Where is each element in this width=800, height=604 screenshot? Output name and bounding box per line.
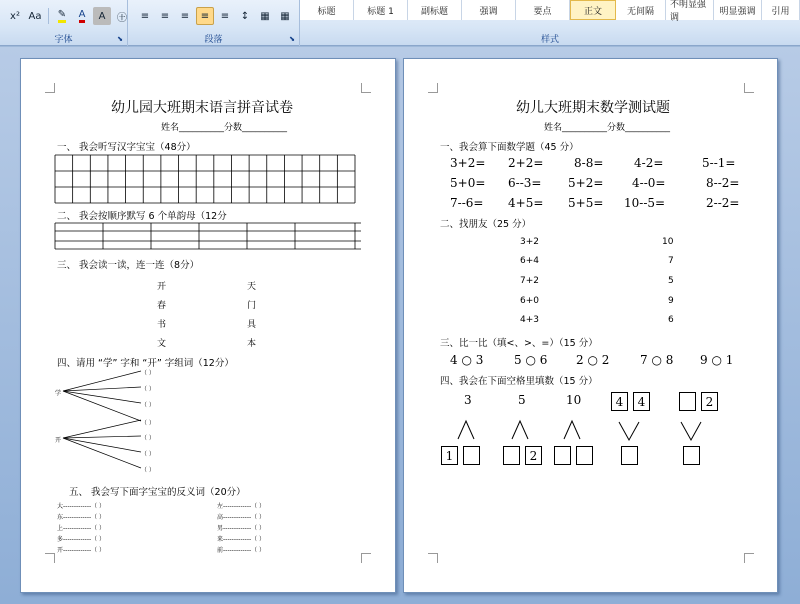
math-problem: 4--0=	[632, 176, 666, 190]
answer-box[interactable]: 2	[525, 446, 542, 465]
line-spacing-button[interactable]: ↕	[240, 10, 250, 22]
section-3-heading: 三、比一比（填<、>、=）（15 分）	[440, 338, 598, 349]
math-problem: 4-2=	[634, 156, 664, 170]
section-5-heading: 五、 我会写下面字宝宝的反义词（20分）	[69, 487, 246, 498]
compare-item: 9 ○ 1	[700, 353, 734, 367]
answer-box[interactable]	[463, 446, 480, 465]
superscript-button[interactable]: x²	[10, 10, 20, 22]
compare-item: 5 ○ 6	[514, 353, 548, 367]
shading-button[interactable]: ▦	[260, 10, 270, 22]
math-problem: 3+2=	[450, 156, 486, 170]
word-blank: （ ）	[141, 451, 155, 458]
borders-button[interactable]: ▦	[280, 10, 290, 22]
math-problem: 8--2=	[706, 176, 740, 190]
font-toolbar	[6, 6, 131, 26]
answer-box[interactable]	[621, 446, 638, 465]
friend-right: 10	[662, 237, 674, 247]
name-score-line: 姓名__________分数__________	[161, 123, 288, 133]
antonym-item: 多-------------（ ）	[57, 536, 106, 543]
style-intense-emphasis[interactable]: 明显强调	[714, 0, 762, 20]
decompose-lines	[404, 59, 779, 594]
decompose-top: 10	[566, 393, 582, 407]
math-problem: 7--6=	[450, 196, 484, 210]
friend-left: 7+2	[520, 276, 539, 286]
compare-item: 2 ○ 2	[576, 353, 610, 367]
page-title: 幼儿大班期末数学测试题	[516, 100, 670, 116]
word-blank: （ ）	[141, 402, 155, 409]
style-normal[interactable]: 正文	[570, 0, 616, 20]
font-group	[0, 0, 128, 46]
highlight-color-button[interactable]	[53, 7, 71, 25]
math-problem: 4+5=	[508, 196, 544, 210]
justify-button[interactable]: ≡	[196, 7, 214, 25]
friend-right: 6	[668, 315, 674, 325]
friend-left: 6+4	[520, 256, 539, 266]
styles-gallery	[300, 0, 800, 46]
match-right-item: 门	[247, 301, 257, 311]
section-1-heading: 一、 我会听写汉字宝宝（48分）	[57, 142, 196, 153]
match-left-item: 文	[157, 339, 167, 349]
font-group-label: 字体	[54, 35, 73, 45]
section-2-heading: 二、 我会按顺序默写 6 个单韵母（12分	[57, 211, 227, 222]
antonym-item: 高-------------（ ）	[217, 514, 266, 521]
word-blank: （ ）	[141, 386, 155, 393]
answer-box[interactable]: 4	[633, 392, 650, 411]
font-dialog-launcher-icon[interactable]: ⬊	[117, 35, 123, 43]
friend-right: 9	[668, 296, 674, 306]
friend-right: 5	[668, 276, 674, 286]
style-subtle-emphasis[interactable]: 不明显强调	[666, 0, 714, 20]
antonym-item: 上-------------（ ）	[57, 525, 106, 532]
answer-box[interactable]	[554, 446, 571, 465]
answer-box[interactable]	[683, 446, 700, 465]
page-1-language-exam[interactable]	[20, 58, 396, 593]
math-problem: 5+0=	[450, 176, 486, 190]
antonym-item: 开-------------（ ）	[57, 547, 106, 554]
friend-left: 6+0	[520, 296, 539, 306]
antonym-item: 来-------------（ ）	[217, 536, 266, 543]
style-emphasis[interactable]: 强调	[462, 0, 516, 20]
antonym-item: 大-------------（ ）	[57, 503, 106, 510]
word-blank: （ ）	[141, 467, 155, 474]
math-problem: 5+2=	[568, 176, 604, 190]
answer-box[interactable]	[503, 446, 520, 465]
section-4-heading: 四、请用 “学” 字和 “开” 字组词（12分）	[57, 358, 234, 369]
distributed-button[interactable]: ≡	[220, 10, 230, 22]
align-center-button[interactable]: ≡	[160, 10, 170, 22]
style-strong[interactable]: 要点	[516, 0, 570, 20]
style-heading[interactable]: 标题	[300, 0, 354, 20]
styles-group-label: 样式	[540, 35, 559, 45]
style-no-spacing[interactable]: 无间隔	[616, 0, 666, 20]
answer-box[interactable]: 1	[441, 446, 458, 465]
root-char-xue: 学	[55, 390, 62, 397]
answer-box[interactable]	[576, 446, 593, 465]
math-problem: 5--1=	[702, 156, 736, 170]
antonym-item: 男-------------（ ）	[217, 525, 266, 532]
document-area[interactable]	[0, 47, 800, 604]
antonym-item: 东-------------（ ）	[57, 514, 106, 521]
match-left-item: 春	[157, 301, 167, 311]
root-char-kai: 开	[55, 437, 62, 444]
math-problem: 5+5=	[568, 196, 604, 210]
ribbon	[0, 0, 800, 46]
styles-row	[300, 0, 800, 23]
word-blank: （ ）	[141, 420, 155, 427]
change-case-button[interactable]: Aa	[28, 10, 42, 22]
separator	[48, 8, 49, 24]
match-right-item: 天	[247, 282, 257, 292]
highlighter-icon: ✎	[58, 9, 66, 23]
align-right-button[interactable]: ≡	[180, 10, 190, 22]
paragraph-dialog-launcher-icon[interactable]: ⬊	[289, 35, 295, 43]
style-quote[interactable]: 引用	[762, 0, 800, 20]
font-color-icon: A	[79, 9, 86, 23]
character-shading-button[interactable]: A	[93, 7, 111, 25]
enclose-characters-button[interactable]: ㊉	[117, 12, 127, 24]
name-score-line: 姓名__________分数__________	[544, 123, 671, 133]
antonym-item: 左-------------（ ）	[217, 503, 266, 510]
paragraph-group-label: 段落	[204, 35, 223, 45]
paragraph-group	[128, 0, 300, 46]
math-problem: 6--3=	[508, 176, 542, 190]
page-title: 幼儿园大班期末语言拼音试卷	[111, 100, 293, 116]
style-subtitle[interactable]: 副标题	[408, 0, 462, 20]
match-right-item: 具	[247, 320, 257, 330]
match-left-item: 开	[157, 282, 167, 292]
section-3-heading: 三、 我会读一读，连一连（8分）	[57, 260, 200, 271]
match-left-item: 书	[157, 320, 167, 330]
decompose-top: 3	[464, 393, 472, 407]
friend-right: 7	[668, 256, 674, 266]
section-4-heading: 四、我会在下面空格里填数（15 分）	[440, 376, 598, 387]
match-right-item: 本	[247, 339, 257, 349]
compare-item: 4 ○ 3	[450, 353, 484, 367]
friend-left: 4+3	[520, 315, 539, 325]
page-2-math-exam[interactable]	[403, 58, 778, 593]
decompose-top: 5	[518, 393, 526, 407]
font-color-button[interactable]	[73, 7, 91, 25]
style-heading-1[interactable]: 标题 1	[354, 0, 408, 20]
answer-box[interactable]: 2	[701, 392, 718, 411]
word-blank: （ ）	[141, 435, 155, 442]
align-left-button[interactable]: ≡	[140, 10, 150, 22]
antonym-item: 前-------------（ ）	[217, 547, 266, 554]
compare-item: 7 ○ 8	[640, 353, 674, 367]
math-problem: 2--2=	[706, 196, 740, 210]
answer-box[interactable]: 4	[611, 392, 628, 411]
section-2-heading: 二、找朋友（25 分）	[440, 219, 532, 230]
paragraph-toolbar	[136, 6, 294, 26]
math-problem: 10--5=	[624, 196, 666, 210]
word-blank: （ ）	[141, 370, 155, 377]
math-problem: 2+2=	[508, 156, 544, 170]
math-problem: 8-8=	[574, 156, 604, 170]
friend-left: 3+2	[520, 237, 539, 247]
section-1-heading: 一、我会算下面数学题（45 分）	[440, 142, 579, 153]
